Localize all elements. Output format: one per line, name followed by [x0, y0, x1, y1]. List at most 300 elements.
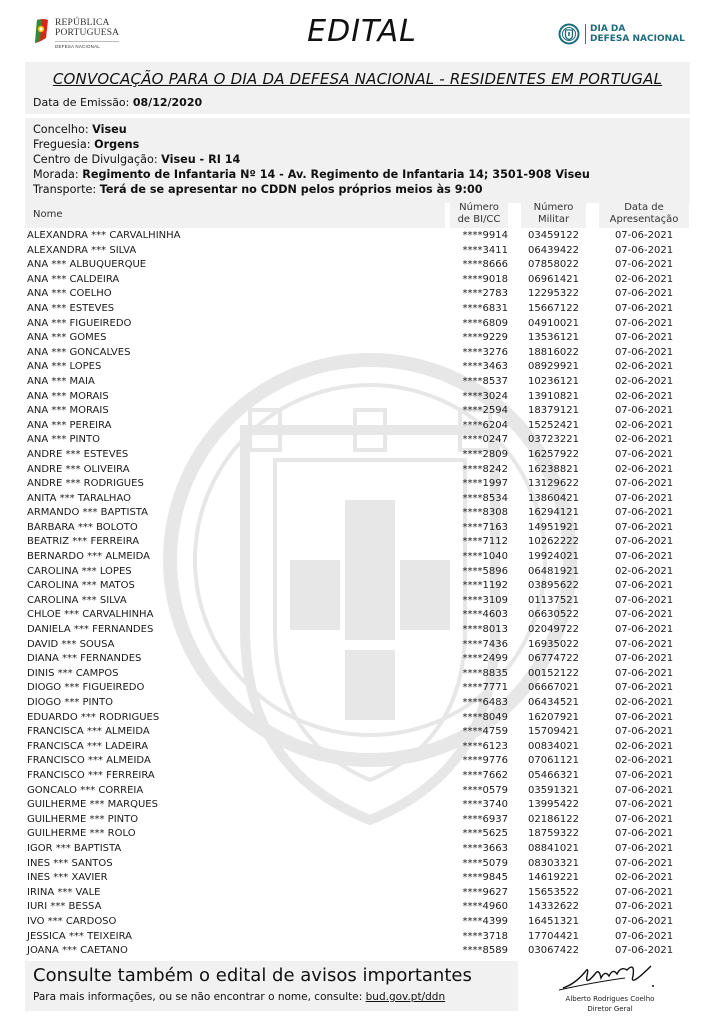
- date-cell: 07-06-2021: [614, 653, 674, 665]
- name-cell: IGOR *** BAPTISTA: [27, 842, 122, 854]
- date-cell: 02-06-2021: [614, 434, 674, 446]
- militar-cell: 18379121: [528, 405, 579, 417]
- bi-cell: ****2783: [462, 288, 508, 300]
- date-cell: 02-06-2021: [614, 273, 674, 285]
- bi-cell: ****7163: [462, 521, 508, 533]
- militar-cell: 03895622: [528, 580, 579, 592]
- militar-cell: 06630522: [528, 609, 579, 621]
- column-header-militar: [521, 202, 586, 228]
- name-cell: BERNARDO *** ALMEIDA: [27, 551, 150, 563]
- column-header-name-label: Nome: [33, 209, 63, 220]
- table-row: [25, 623, 690, 638]
- date-cell: 07-06-2021: [614, 244, 674, 256]
- militar-cell: 06439422: [528, 244, 579, 256]
- name-cell: IVO *** CARDOSO: [27, 915, 117, 927]
- militar-cell: 13910821: [528, 390, 579, 402]
- footer-title: Consulte também o edital de avisos importantes: [33, 965, 472, 986]
- column-header-bi-line2: de BI/CC: [457, 214, 501, 225]
- republica-text: REPÚBLICA: [55, 18, 110, 28]
- bi-cell: ****8049: [462, 711, 508, 723]
- bi-cell: ****7662: [462, 769, 508, 781]
- table-row: [25, 463, 690, 478]
- militar-cell: 15653522: [528, 886, 579, 898]
- name-cell: DAVID *** SOUSA: [27, 638, 115, 650]
- table-row: [25, 740, 690, 755]
- table-row: [25, 375, 690, 390]
- name-cell: FRANCISCA *** LADEIRA: [27, 740, 149, 752]
- signature-scribble-icon: [555, 958, 665, 994]
- bi-cell: ****3718: [462, 930, 508, 942]
- transporte-line: [33, 183, 483, 196]
- name-cell: ANA *** PINTO: [27, 434, 100, 446]
- date-cell: 07-06-2021: [614, 886, 674, 898]
- militar-cell: 13536121: [528, 332, 579, 344]
- signatory: [555, 994, 665, 1014]
- militar-cell: 03723221: [528, 434, 579, 446]
- table-row: [25, 827, 690, 842]
- emission-date-label: Data de Emissão:: [33, 96, 133, 109]
- militar-cell: 10262222: [528, 536, 579, 548]
- bi-cell: ****8308: [462, 507, 508, 519]
- name-cell: ANA *** ALBUQUERQUE: [27, 259, 147, 271]
- signatory-name: Alberto Rodrigues Coelho: [565, 995, 655, 1003]
- table-row: [25, 477, 690, 492]
- footer-info-text: Para mais informações, ou se não encontrar o nome, consulte:: [33, 991, 366, 1003]
- militar-cell: 05466321: [528, 769, 579, 781]
- column-header-militar-line2: Militar: [537, 214, 570, 225]
- date-cell: 07-06-2021: [614, 302, 674, 314]
- date-cell: 07-06-2021: [614, 609, 674, 621]
- militar-cell: 16207921: [528, 711, 579, 723]
- signatory-role: Diretor Geral: [587, 1005, 633, 1013]
- date-cell: 07-06-2021: [614, 551, 674, 563]
- name-cell: IURI *** BESSA: [27, 901, 102, 913]
- dia-da-text: DIA DA: [590, 24, 626, 34]
- militar-cell: 02186122: [528, 813, 579, 825]
- militar-cell: 16294121: [528, 507, 579, 519]
- morada-line: [33, 168, 590, 181]
- bi-cell: ****3024: [462, 390, 508, 402]
- concelho-label: Concelho:: [33, 123, 93, 136]
- date-cell: 07-06-2021: [614, 594, 674, 606]
- convocation-table-body: [25, 229, 690, 959]
- militar-cell: 07061121: [528, 755, 579, 767]
- table-row: [25, 287, 690, 302]
- table-row: [25, 244, 690, 259]
- table-row: [25, 711, 690, 726]
- table-row: [25, 652, 690, 667]
- date-cell: 02-06-2021: [614, 755, 674, 767]
- date-cell: 02-06-2021: [614, 565, 674, 577]
- name-cell: ANA *** MORAIS: [27, 390, 109, 402]
- table-row: [25, 725, 690, 740]
- name-cell: DIANA *** FERNANDES: [27, 653, 142, 665]
- militar-cell: 16451321: [528, 915, 579, 927]
- name-cell: IRINA *** VALE: [27, 886, 101, 898]
- name-cell: GONCALO *** CORREIA: [27, 784, 144, 796]
- date-cell: 07-06-2021: [614, 492, 674, 504]
- bi-cell: ****1040: [462, 551, 508, 563]
- name-cell: ALEXANDRA *** SILVA: [27, 244, 137, 256]
- date-cell: 07-06-2021: [614, 930, 674, 942]
- bi-cell: ****1192: [462, 580, 508, 592]
- table-row: [25, 448, 690, 463]
- date-cell: 07-06-2021: [614, 813, 674, 825]
- emission-date-value: 08/12/2020: [132, 96, 203, 109]
- table-row: [25, 681, 690, 696]
- date-cell: 07-06-2021: [614, 726, 674, 738]
- militar-cell: 06961421: [528, 273, 579, 285]
- table-row: [25, 608, 690, 623]
- morada-value: Regimento de Infantaria Nº 14 - Av. Regimento de Infantaria 14; 3501-908 Viseu: [82, 168, 590, 181]
- table-row: [25, 900, 690, 915]
- name-cell: INES *** SANTOS: [27, 857, 113, 869]
- table-row: [25, 871, 690, 886]
- table-row: [25, 317, 690, 332]
- portuguesa-text: PORTUGUESA: [55, 28, 120, 38]
- date-cell: 07-06-2021: [614, 682, 674, 694]
- table-row: [25, 273, 690, 288]
- bud-link[interactable]: bud.gov.pt/ddn: [365, 991, 446, 1003]
- date-cell: 07-06-2021: [614, 784, 674, 796]
- militar-cell: 17704421: [528, 930, 579, 942]
- concelho-value: Viseu: [92, 123, 127, 136]
- transporte-value: Terá de se apresentar no CDDN pelos próprios meios às 9:00: [99, 183, 483, 196]
- freguesia-value: Orgens: [94, 138, 140, 151]
- militar-cell: 03591321: [528, 784, 579, 796]
- militar-cell: 10236121: [528, 375, 579, 387]
- morada-label: Morada:: [33, 168, 83, 181]
- name-cell: ANA *** LOPES: [27, 361, 102, 373]
- table-row: [25, 550, 690, 565]
- bi-cell: ****0579: [462, 784, 508, 796]
- column-header-date-line1: Data de: [624, 202, 664, 213]
- centro-label: Centro de Divulgação:: [33, 153, 162, 166]
- bi-cell: ****4960: [462, 901, 508, 913]
- table-row: [25, 404, 690, 419]
- bi-cell: ****9845: [462, 872, 508, 884]
- date-cell: 07-06-2021: [614, 624, 674, 636]
- bi-cell: ****9914: [462, 230, 508, 241]
- column-header-bi-line1: Número: [459, 202, 499, 213]
- table-row: [25, 433, 690, 448]
- table-row: [25, 784, 690, 799]
- document-header: [0, 0, 724, 60]
- name-cell: ANA *** FIGUEIREDO: [27, 317, 132, 329]
- name-cell: DIOGO *** PINTO: [27, 697, 113, 708]
- ddn-shield-emblem-icon: [558, 23, 580, 45]
- table-row: [25, 258, 690, 273]
- militar-cell: 16238821: [528, 463, 579, 475]
- table-header: [25, 202, 690, 228]
- bi-cell: ****2499: [462, 653, 508, 665]
- table-row: [25, 813, 690, 828]
- militar-cell: 03067422: [528, 945, 579, 957]
- bi-cell: ****8242: [462, 463, 508, 475]
- date-cell: 07-06-2021: [614, 346, 674, 358]
- name-cell: GUILHERME *** ROLO: [27, 828, 136, 840]
- bi-cell: ****5896: [462, 565, 508, 577]
- date-cell: 07-06-2021: [614, 711, 674, 723]
- militar-cell: 06434521: [528, 697, 579, 708]
- date-cell: 07-06-2021: [614, 828, 674, 840]
- table-row: [25, 492, 690, 507]
- bi-cell: ****7771: [462, 682, 508, 694]
- date-cell: 07-06-2021: [614, 799, 674, 811]
- name-cell: ANDRE *** RODRIGUES: [27, 478, 144, 490]
- name-cell: ANDRE *** ESTEVES: [27, 448, 129, 460]
- date-cell: 02-06-2021: [614, 697, 674, 708]
- footer-panel: [25, 961, 518, 1011]
- table-row: [25, 521, 690, 536]
- name-cell: CAROLINA *** MATOS: [27, 580, 135, 592]
- bi-cell: ****9776: [462, 755, 508, 767]
- signature-block: [555, 958, 665, 1018]
- table-row: [25, 331, 690, 346]
- name-cell: ARMANDO *** BAPTISTA: [27, 507, 148, 519]
- table-row: [25, 696, 690, 711]
- name-cell: BARBARA *** BOLOTO: [27, 521, 138, 533]
- name-cell: ANDRE *** OLIVEIRA: [27, 463, 130, 475]
- militar-cell: 18816022: [528, 346, 579, 358]
- table-row: [25, 302, 690, 317]
- militar-cell: 15709421: [528, 726, 579, 738]
- date-cell: 07-06-2021: [614, 536, 674, 548]
- name-cell: INES *** XAVIER: [27, 872, 108, 884]
- militar-cell: 15667122: [528, 302, 579, 314]
- bi-cell: ****3463: [462, 361, 508, 373]
- concelho-line: [33, 123, 127, 136]
- column-header-name: [25, 202, 445, 228]
- militar-cell: 08841021: [528, 842, 579, 854]
- bi-cell: ****2809: [462, 448, 508, 460]
- date-cell: 07-06-2021: [614, 332, 674, 344]
- militar-cell: 00834021: [528, 740, 579, 752]
- militar-cell: 03459122: [528, 230, 579, 241]
- date-cell: 07-06-2021: [614, 448, 674, 460]
- table-row: [25, 346, 690, 361]
- page-title: EDITAL: [307, 14, 417, 49]
- date-cell: 02-06-2021: [614, 872, 674, 884]
- name-cell: GUILHERME *** MARQUES: [27, 799, 158, 811]
- emission-date: [33, 96, 202, 109]
- table-row: [25, 229, 690, 244]
- table-row: [25, 579, 690, 594]
- bi-cell: ****3411: [462, 244, 508, 256]
- date-cell: 07-06-2021: [614, 842, 674, 854]
- freguesia-label: Freguesia:: [33, 138, 95, 151]
- militar-cell: 04910021: [528, 317, 579, 329]
- militar-cell: 06667021: [528, 682, 579, 694]
- bi-cell: ****7436: [462, 638, 508, 650]
- date-cell: 07-06-2021: [614, 638, 674, 650]
- table-row: [25, 506, 690, 521]
- militar-cell: 13860421: [528, 492, 579, 504]
- bi-cell: ****4399: [462, 915, 508, 927]
- date-cell: 02-06-2021: [614, 375, 674, 387]
- column-header-date: [599, 202, 689, 228]
- bi-cell: ****5625: [462, 828, 508, 840]
- name-cell: ANA *** ESTEVES: [27, 302, 115, 314]
- bi-cell: ****9018: [462, 273, 508, 285]
- date-cell: 07-06-2021: [614, 478, 674, 490]
- name-cell: CAROLINA *** LOPES: [27, 565, 132, 577]
- name-cell: ANA *** GOMES: [27, 332, 107, 344]
- table-row: [25, 842, 690, 857]
- name-cell: ANA *** MORAIS: [27, 405, 109, 417]
- name-cell: ANITA *** TARALHAO: [27, 492, 131, 504]
- militar-cell: 18759322: [528, 828, 579, 840]
- bi-cell: ****6831: [462, 302, 508, 314]
- bi-cell: ****8589: [462, 945, 508, 957]
- date-cell: 02-06-2021: [614, 740, 674, 752]
- column-header-date-line2: Apresentação: [609, 214, 679, 225]
- militar-cell: 02049722: [528, 624, 579, 636]
- name-cell: JESSICA *** TEIXEIRA: [27, 930, 132, 942]
- dia-defesa-nacional-logo: [558, 23, 685, 45]
- militar-cell: 14332622: [528, 901, 579, 913]
- name-cell: ANA *** COELHO: [27, 288, 112, 300]
- date-cell: 02-06-2021: [614, 390, 674, 402]
- militar-cell: 06774722: [528, 653, 579, 665]
- bi-cell: ****6937: [462, 813, 508, 825]
- name-cell: CAROLINA *** SILVA: [27, 594, 127, 606]
- militar-cell: 14951921: [528, 521, 579, 533]
- name-cell: BEATRIZ *** FERREIRA: [27, 536, 140, 548]
- defesa-nacional-text: DEFESA NACIONAL: [590, 34, 685, 44]
- date-cell: 07-06-2021: [614, 915, 674, 927]
- table-row: [25, 944, 690, 959]
- date-cell: 07-06-2021: [614, 521, 674, 533]
- bi-cell: ****7112: [462, 536, 508, 548]
- bi-cell: ****4759: [462, 726, 508, 738]
- militar-cell: 16935022: [528, 638, 579, 650]
- militar-cell: 08303321: [528, 857, 579, 869]
- date-cell: 02-06-2021: [614, 463, 674, 475]
- bi-cell: ****6204: [462, 419, 508, 431]
- bi-cell: ****3740: [462, 799, 508, 811]
- name-cell: ANA *** GONCALVES: [27, 346, 131, 358]
- bi-cell: ****0247: [462, 434, 508, 446]
- table-row: [25, 535, 690, 550]
- bi-cell: ****8666: [462, 259, 508, 271]
- bi-cell: ****6809: [462, 317, 508, 329]
- convocation-subtitle: CONVOCAÇÃO PARA O DIA DA DEFESA NACIONAL - RESIDENTES EM PORTUGAL: [52, 70, 663, 88]
- location-info-panel: [25, 118, 690, 203]
- date-cell: 07-06-2021: [614, 945, 674, 957]
- bi-cell: ****8534: [462, 492, 508, 504]
- militar-cell: 19924021: [528, 551, 579, 563]
- date-cell: 07-06-2021: [614, 507, 674, 519]
- date-cell: 07-06-2021: [614, 857, 674, 869]
- date-cell: 07-06-2021: [614, 317, 674, 329]
- date-cell: 02-06-2021: [614, 361, 674, 373]
- bi-cell: ****2594: [462, 405, 508, 417]
- table-row: [25, 915, 690, 930]
- name-cell: ANA *** CALDEIRA: [27, 273, 120, 285]
- bi-cell: ****6483: [462, 697, 508, 708]
- transporte-label: Transporte:: [33, 183, 100, 196]
- freguesia-line: [33, 138, 139, 151]
- table-row: [25, 667, 690, 682]
- centro-value: Viseu - RI 14: [161, 153, 241, 166]
- table-row: [25, 638, 690, 653]
- date-cell: 07-06-2021: [614, 580, 674, 592]
- name-cell: CHLOE *** CARVALHINHA: [27, 609, 154, 621]
- table-row: [25, 594, 690, 609]
- name-cell: ANA *** MAIA: [27, 375, 95, 387]
- name-cell: FRANCISCO *** ALMEIDA: [27, 755, 151, 767]
- date-cell: 07-06-2021: [614, 405, 674, 417]
- militar-cell: 16257922: [528, 448, 579, 460]
- date-cell: 07-06-2021: [614, 288, 674, 300]
- bi-cell: ****4603: [462, 609, 508, 621]
- militar-cell: 06481921: [528, 565, 579, 577]
- column-header-bi: [450, 202, 508, 228]
- table-row: [25, 886, 690, 901]
- militar-cell: 00152122: [528, 667, 579, 679]
- bi-cell: ****6123: [462, 740, 508, 752]
- table-row: [25, 930, 690, 945]
- table-row: [25, 360, 690, 375]
- bi-cell: ****3276: [462, 346, 508, 358]
- bi-cell: ****9229: [462, 332, 508, 344]
- date-cell: 07-06-2021: [614, 230, 674, 241]
- date-cell: 07-06-2021: [614, 259, 674, 271]
- column-header-militar-line1: Número: [533, 202, 574, 213]
- table-row: [25, 419, 690, 434]
- name-cell: DIOGO *** FIGUEIREDO: [27, 682, 145, 694]
- centro-line: [33, 153, 240, 166]
- table-row: [25, 798, 690, 813]
- table-row: [25, 754, 690, 769]
- bi-cell: ****3109: [462, 594, 508, 606]
- table-row: [25, 390, 690, 405]
- militar-cell: 12295322: [528, 288, 579, 300]
- bi-cell: ****1997: [462, 478, 508, 490]
- name-cell: FRANCISCO *** FERREIRA: [27, 769, 155, 781]
- table-row: [25, 769, 690, 784]
- militar-cell: 01137521: [528, 594, 579, 606]
- bi-cell: ****8835: [462, 667, 508, 679]
- name-cell: EDUARDO *** RODRIGUES: [27, 711, 160, 723]
- table-row: [25, 565, 690, 580]
- date-cell: 07-06-2021: [614, 667, 674, 679]
- name-cell: FRANCISCA *** ALMEIDA: [27, 726, 150, 738]
- bi-cell: ****8537: [462, 375, 508, 387]
- date-cell: 07-06-2021: [614, 901, 674, 913]
- subtitle-panel: [25, 62, 690, 114]
- bi-cell: ****3663: [462, 842, 508, 854]
- name-cell: DINIS *** CAMPOS: [27, 667, 119, 679]
- militar-cell: 15252421: [528, 419, 579, 431]
- militar-cell: 13995422: [528, 799, 579, 811]
- date-cell: 02-06-2021: [614, 419, 674, 431]
- name-cell: JOANA *** CAETANO: [27, 945, 128, 957]
- name-cell: ANA *** PEREIRA: [27, 419, 112, 431]
- defesa-nacional-text: DEFESA NACIONAL: [55, 41, 119, 49]
- bi-cell: ****9627: [462, 886, 508, 898]
- bi-cell: ****8013: [462, 624, 508, 636]
- table-row: [25, 857, 690, 872]
- name-cell: ALEXANDRA *** CARVALHINHA: [27, 230, 181, 241]
- footer-info: [33, 991, 445, 1003]
- militar-cell: 07858022: [528, 259, 579, 271]
- bi-cell: ****5079: [462, 857, 508, 869]
- militar-cell: 14619221: [528, 872, 579, 884]
- name-cell: GUILHERME *** PINTO: [27, 813, 139, 825]
- name-cell: DANIELA *** FERNANDES: [27, 624, 154, 636]
